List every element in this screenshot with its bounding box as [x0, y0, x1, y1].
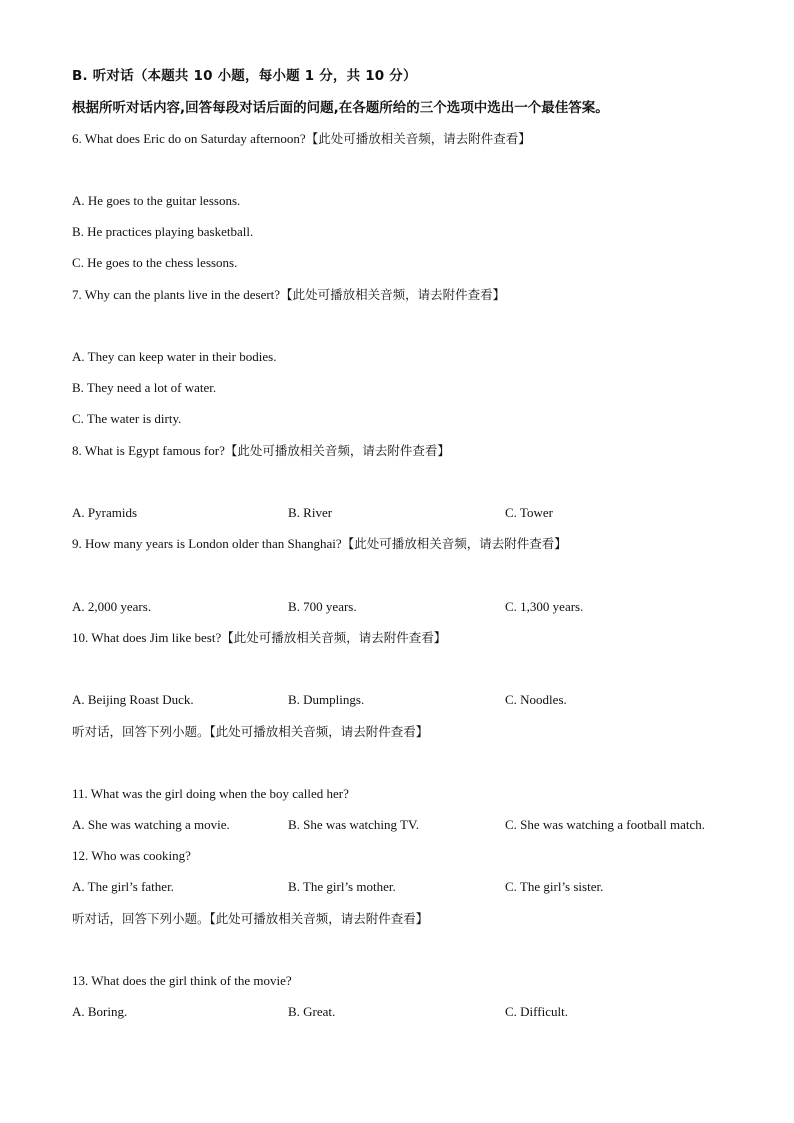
section-instructions: 根据所听对话内容,回答每段对话后面的问题,在各题所给的三个选项中选出一个最佳答案。: [72, 100, 609, 116]
question-9-option-b: B. 700 years.: [288, 599, 357, 614]
question-7-option-b: B. They need a lot of water.: [72, 380, 217, 395]
question-7-option-a: A. They can keep water in their bodies.: [72, 349, 277, 364]
audio-note[interactable]: 【此处可播放相关音频，请去附件查看】: [305, 131, 531, 146]
question-text: 11. What was the girl doing when the boy called her?: [72, 786, 349, 801]
question-text: 6. What does Eric do on Saturday afternoon?: [72, 131, 306, 146]
question-13-option-a: A. Boring.: [72, 1004, 128, 1019]
audio-note[interactable]: 【此处可播放相关音频，请去附件查看】: [221, 630, 447, 645]
question-text: 9. How many years is London older than Shanghai?: [72, 536, 342, 551]
question-8-option-b: B. River: [288, 505, 333, 520]
question-12-option-b: B. The girl’s mother.: [288, 879, 396, 894]
question-7-option-c: C. The water is dirty.: [72, 411, 182, 426]
question-6-option-c: C. He goes to the chess lessons.: [72, 255, 238, 270]
question-9-option-a: A. 2,000 years.: [72, 599, 152, 614]
question-text: 13. What does the girl think of the movie?: [72, 973, 292, 988]
question-8: [72, 443, 450, 459]
question-8-option-a: A. Pyramids: [72, 505, 137, 520]
question-13-option-b: B. Great.: [288, 1004, 336, 1019]
audio-note[interactable]: 【此处可播放相关音频，请去附件查看】: [224, 443, 450, 458]
question-10-option-c: C. Noodles.: [505, 692, 567, 707]
question-6-option-b: B. He practices playing basketball.: [72, 224, 254, 239]
audio-note[interactable]: 【此处可播放相关音频，请去附件查看】: [341, 536, 567, 551]
question-12-option-a: A. The girl’s father.: [72, 879, 174, 894]
question-text: 7. Why can the plants live in the desert?: [72, 287, 281, 302]
question-13: [72, 973, 292, 989]
question-11-option-a: A. She was watching a movie.: [72, 817, 230, 832]
question-13-option-c: C. Difficult.: [505, 1004, 568, 1019]
question-11-option-c: C. She was watching a football match.: [505, 817, 706, 832]
question-11-option-b: B. She was watching TV.: [288, 817, 419, 832]
question-text: 10. What does Jim like best?: [72, 630, 222, 645]
question-7: [72, 287, 505, 303]
listen-prompt-1[interactable]: 听对话，回答下列小题。【此处可播放相关音频，请去附件查看】: [72, 724, 429, 739]
question-text: 8. What is Egypt famous for?: [72, 443, 225, 458]
question-10: [72, 630, 446, 646]
question-9: [72, 536, 567, 552]
question-9-option-c: C. 1,300 years.: [505, 599, 584, 614]
question-10-option-b: B. Dumplings.: [288, 692, 365, 707]
audio-note[interactable]: 【此处可播放相关音频，请去附件查看】: [280, 287, 506, 302]
question-8-option-c: C. Tower: [505, 505, 553, 520]
question-11: [72, 786, 349, 802]
section-title: B. 听对话（本题共 10 小题，每小题 1 分，共 10 分）: [72, 68, 417, 84]
question-6-option-a: A. He goes to the guitar lessons.: [72, 193, 241, 208]
question-12-option-c: C. The girl’s sister.: [505, 879, 604, 894]
question-text: 12. Who was cooking?: [72, 848, 191, 863]
question-6: [72, 131, 531, 147]
question-10-option-a: A. Beijing Roast Duck.: [72, 692, 194, 707]
listen-prompt-2[interactable]: 听对话，回答下列小题。【此处可播放相关音频，请去附件查看】: [72, 911, 429, 926]
question-12: [72, 848, 191, 864]
